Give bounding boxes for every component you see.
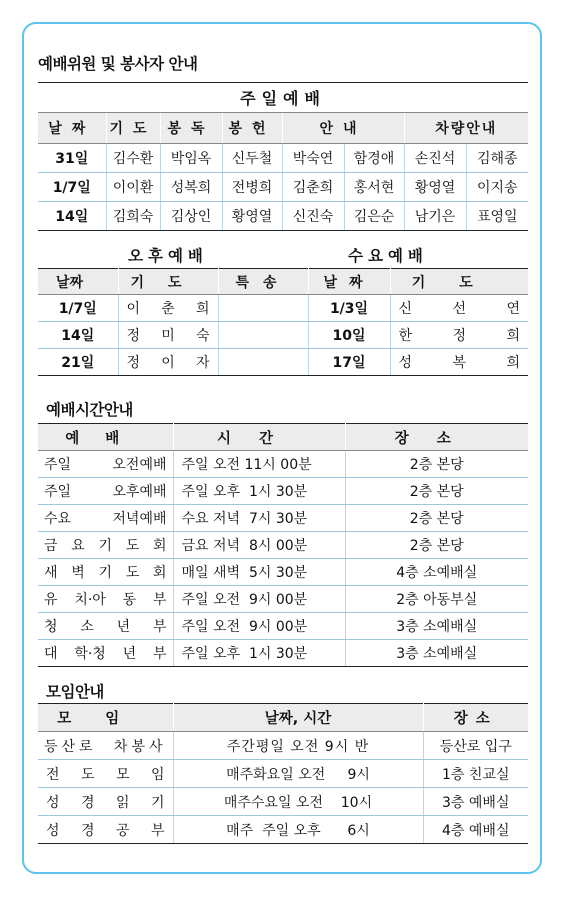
date-cell: 31일: [38, 144, 106, 173]
place-cell: 4층 예배실: [423, 816, 528, 844]
guide-cell: 함경애: [344, 144, 404, 173]
table-row: [38, 349, 528, 376]
table-row: [38, 760, 528, 788]
table-row: [38, 505, 528, 532]
prayer-cell: 정 미 숙: [118, 322, 218, 349]
header-time: 시간: [173, 424, 345, 451]
wednesday-title: 수요예배: [348, 247, 428, 265]
guide-cell: 신진숙: [282, 202, 344, 231]
service-name-cell: 주일 오전예배: [38, 451, 173, 478]
reading-cell: 김상인: [160, 202, 222, 231]
place-cell: 2층 본당: [345, 532, 528, 559]
special-cell: [218, 349, 308, 376]
time-cell: 주일 오전 11시 00분: [173, 451, 345, 478]
time-cell: 주일 오전 9시 00분: [173, 586, 345, 613]
header-prayer: 기도: [118, 269, 218, 295]
table-row: [38, 640, 528, 667]
table-row: [38, 788, 528, 816]
meeting-name-cell: 성 경 공 부: [38, 816, 173, 844]
guide-cell: 홍서현: [344, 173, 404, 202]
table-row: [38, 295, 528, 322]
header-meeting: 모임: [38, 704, 173, 732]
reading-cell: 박임옥: [160, 144, 222, 173]
service-name-cell: 금 요 기 도 회: [38, 532, 173, 559]
table-row: [38, 173, 528, 202]
offering-cell: 전병희: [222, 173, 282, 202]
reading-cell: 성복희: [160, 173, 222, 202]
meetings-table: [38, 703, 528, 844]
prayer-cell: 이 춘 희: [118, 295, 218, 322]
prayer-cell: 신 선 연: [390, 295, 528, 322]
header-prayer: 기도: [106, 113, 160, 144]
car-cell: 이지송: [466, 173, 528, 202]
table-row: [38, 202, 528, 231]
place-cell: 4층 소예배실: [345, 559, 528, 586]
afternoon-title: 오후예배: [128, 247, 208, 265]
table-row: [38, 732, 528, 760]
header-datetime: 날짜, 시간: [173, 704, 423, 732]
header-date: 날짜: [308, 269, 390, 295]
time-cell: 주일 오후 1시 30분: [173, 640, 345, 667]
header-date: 날짜: [38, 269, 118, 295]
datetime-cell: 주간평일 오전 9시 반: [173, 732, 423, 760]
time-cell: 금요 저녁 8시 00분: [173, 532, 345, 559]
date-cell: 14일: [38, 322, 118, 349]
place-cell: 3층 소예배실: [345, 640, 528, 667]
car-cell: 표영일: [466, 202, 528, 231]
date-cell: 21일: [38, 349, 118, 376]
place-cell: 2층 본당: [345, 451, 528, 478]
prayer-cell: 정 이 자: [118, 349, 218, 376]
table-row: [38, 586, 528, 613]
header-special: 특송: [218, 269, 308, 295]
date-cell: 10일: [308, 322, 390, 349]
car-cell: 황영열: [404, 173, 466, 202]
date-cell: 14일: [38, 202, 106, 231]
datetime-cell: 매주수요일 오전 10시: [173, 788, 423, 816]
sunday-service-table: [38, 82, 528, 231]
meeting-name-cell: 성 경 읽 기: [38, 788, 173, 816]
date-cell: 1/3일: [308, 295, 390, 322]
service-times-table: [38, 423, 528, 667]
table-row: [38, 322, 528, 349]
meeting-name-cell: 등산로 차봉사: [38, 732, 173, 760]
place-cell: 등산로 입구: [423, 732, 528, 760]
table-row: [38, 478, 528, 505]
afternoon-wednesday-table: [38, 268, 528, 376]
header-car-guide: 차량안내: [404, 113, 528, 144]
date-cell: 1/7일: [38, 295, 118, 322]
service-name-cell: 새 벽 기 도 회: [38, 559, 173, 586]
date-cell: 17일: [308, 349, 390, 376]
car-cell: 남기은: [404, 202, 466, 231]
header-date: 날짜: [38, 113, 106, 144]
prayer-cell: 이이환: [106, 173, 160, 202]
prayer-cell: 김희숙: [106, 202, 160, 231]
date-cell: 1/7일: [38, 173, 106, 202]
table-row: [38, 532, 528, 559]
prayer-cell: 김수환: [106, 144, 160, 173]
car-cell: 손진석: [404, 144, 466, 173]
prayer-cell: 한 정 희: [390, 322, 528, 349]
offering-cell: 황영열: [222, 202, 282, 231]
table-row: [38, 144, 528, 173]
time-cell: 매일 새벽 5시 30분: [173, 559, 345, 586]
table-row: [38, 559, 528, 586]
service-name-cell: 주일 오후예배: [38, 478, 173, 505]
place-cell: 2층 아동부실: [345, 586, 528, 613]
guide-cell: 김은순: [344, 202, 404, 231]
service-name-cell: 유 치·아 동 부: [38, 586, 173, 613]
guide-cell: 김춘희: [282, 173, 344, 202]
table-row: [38, 613, 528, 640]
place-cell: 2층 본당: [345, 478, 528, 505]
header-place: 장소: [423, 704, 528, 732]
page-title: 예배위원 및 봉사자 안내: [38, 55, 198, 73]
header-offering: 봉헌: [222, 113, 282, 144]
place-cell: 3층 소예배실: [345, 613, 528, 640]
place-cell: 1층 친교실: [423, 760, 528, 788]
time-cell: 수요 저녁 7시 30분: [173, 505, 345, 532]
header-reading: 봉독: [160, 113, 222, 144]
times-title: 예배시간안내: [46, 401, 133, 419]
service-name-cell: 청 소 년 부: [38, 613, 173, 640]
service-name-cell: 수요 저녁예배: [38, 505, 173, 532]
car-cell: 김해종: [466, 144, 528, 173]
prayer-cell: 성 복 희: [390, 349, 528, 376]
place-cell: 3층 예배실: [423, 788, 528, 816]
service-name-cell: 대 학·청 년 부: [38, 640, 173, 667]
offering-cell: 신두철: [222, 144, 282, 173]
datetime-cell: 매주화요일 오전 9시: [173, 760, 423, 788]
datetime-cell: 매주 주일 오후 6시: [173, 816, 423, 844]
place-cell: 2층 본당: [345, 505, 528, 532]
table-row: [38, 451, 528, 478]
sunday-title: 주일예배: [38, 83, 528, 113]
meeting-name-cell: 전 도 모 임: [38, 760, 173, 788]
header-place: 장소: [345, 424, 528, 451]
table-row: [38, 816, 528, 844]
header-prayer: 기도: [390, 269, 528, 295]
time-cell: 주일 오전 9시 00분: [173, 613, 345, 640]
special-cell: [218, 322, 308, 349]
time-cell: 주일 오후 1시 30분: [173, 478, 345, 505]
header-guide: 안내: [282, 113, 404, 144]
meetings-title: 모임안내: [46, 683, 104, 701]
special-cell: [218, 295, 308, 322]
guide-cell: 박숙연: [282, 144, 344, 173]
header-service: 예배: [38, 424, 173, 451]
